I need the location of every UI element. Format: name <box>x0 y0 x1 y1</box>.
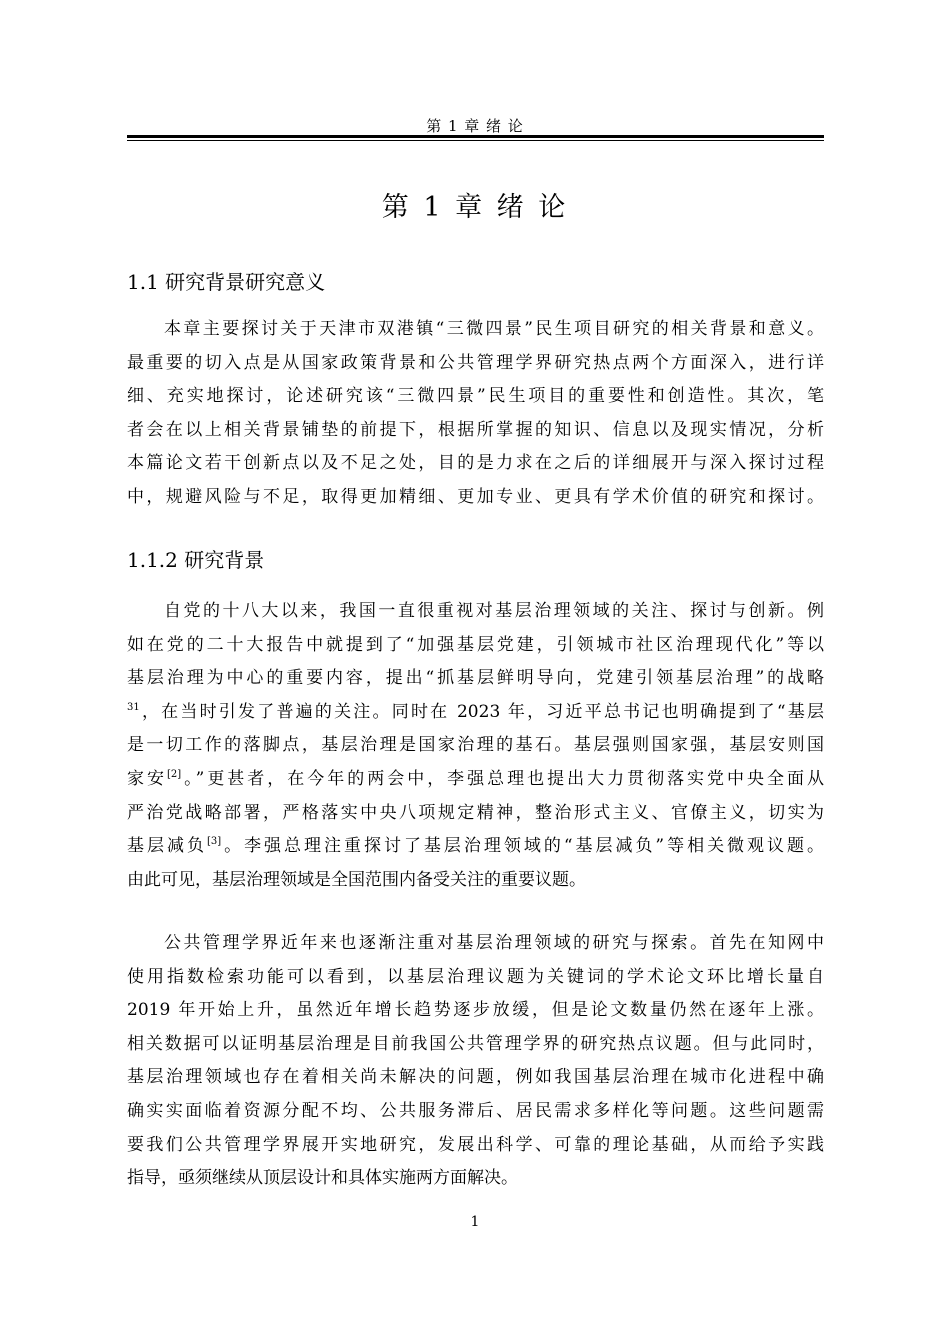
header-rule-thin <box>127 140 824 141</box>
paragraph-line: 中，规避风险与不足，取得更加精细、更加专业、更具有学术价值的研究和探讨。 <box>127 486 824 507</box>
paragraph-line: 使用指数检索功能可以看到，以基层治理议题为关键词的学术论文环比增长量自 <box>127 966 824 987</box>
citation-marker: 31 <box>127 701 140 713</box>
paragraph-text: 。”更甚者，在今年的两会中，李强总理也提出大力贯彻落实党中央全面从 <box>181 768 824 789</box>
paragraph-line: 自党的十八大以来，我国一直很重视对基层治理领域的关注、探讨与创新。例 <box>164 601 824 621</box>
paragraph-line: 基层治理为中心的重要内容，提出“抓基层鲜明导向，党建引领基层治理”的战略 <box>127 668 824 689</box>
paragraph-line: 严治党战略部署，严格落实中央八项规定精神，整治形式主义、官僚主义，切实为 <box>127 802 824 823</box>
paragraph-line <box>127 830 824 864</box>
paragraph-3 <box>127 927 824 1196</box>
section-heading-1-1: 1.1 研究背景研究意义 <box>127 270 326 294</box>
paragraph-line: 2019 年开始上升，虽然近年增长趋势逐步放缓，但是论文数量仍然在逐年上涨。 <box>127 1000 824 1021</box>
paragraph-1 <box>127 313 824 515</box>
paragraph-line: 确实实面临着资源分配不均、公共服务滞后、居民需求多样化等问题。这些问题需 <box>127 1100 824 1121</box>
paragraph-text: 。李强总理注重探讨了基层治理领域的“基层减负”等相关微观议题。 <box>221 836 824 857</box>
paragraph-line: 最重要的切入点是从国家政策背景和公共管理学界研究热点两个方面深入，进行详 <box>127 352 824 373</box>
page-number: 1 <box>470 1214 480 1230</box>
citation-marker: [2] <box>166 768 182 780</box>
paragraph-line: 基层治理领域也存在着相关尚未解决的问题，例如我国基层治理在城市化进程中确 <box>127 1067 824 1088</box>
citation-marker: [3] <box>206 836 222 848</box>
paragraph-line: 指导，亟须继续从顶层设计和具体实施两方面解决。 <box>127 1168 518 1189</box>
paragraph-line: 相关数据可以证明基层治理是目前我国公共管理学界的研究热点议题。但与此同时， <box>127 1033 824 1054</box>
paragraph-line: 是一切工作的落脚点，基层治理是国家治理的基石。基层强则国家强，基层安则国 <box>127 735 824 756</box>
paragraph-2 <box>127 595 824 897</box>
paragraph-line: 者会在以上相关背景铺垫的前提下，根据所掌握的知识、信息以及现实情况，分析 <box>127 419 824 440</box>
header-rule-thick <box>127 135 824 138</box>
paragraph-text: ，在当时引发了普遍的关注。同时在 2023 年，习近平总书记也明确提到了“基层 <box>139 701 824 722</box>
paragraph-line <box>127 763 824 797</box>
paragraph-line: 本篇论文若干创新点以及不足之处，目的是力求在之后的详细展开与深入探讨过程 <box>127 453 824 474</box>
paragraph-text: 基层减负 <box>127 836 207 857</box>
paragraph-line: 如在党的二十大报告中就提到了“加强基层党建，引领城市社区治理现代化”等以 <box>127 634 824 655</box>
paragraph-line <box>127 696 824 730</box>
paragraph-line: 公共管理学界近年来也逐渐注重对基层治理领域的研究与探索。首先在知网中 <box>164 933 824 953</box>
paragraph-text: 家安 <box>127 768 167 789</box>
running-header: 第 1 章 绪 论 <box>426 117 524 135</box>
paragraph-line: 要我们公共管理学界展开实地研究，发展出科学、可靠的理论基础，从而给予实践 <box>127 1134 824 1155</box>
chapter-title: 第 1 章 绪 论 <box>381 192 569 223</box>
paragraph-line: 本章主要探讨关于天津市双港镇“三微四景”民生项目研究的相关背景和意义。 <box>164 319 824 339</box>
paragraph-line: 细、充实地探讨，论述研究该“三微四景”民生项目的重要性和创造性。其次，笔 <box>127 386 824 407</box>
paragraph-line: 由此可见，基层治理领域是全国范围内备受关注的重要议题。 <box>127 869 586 890</box>
section-heading-1-1-2: 1.1.2 研究背景 <box>127 548 265 572</box>
